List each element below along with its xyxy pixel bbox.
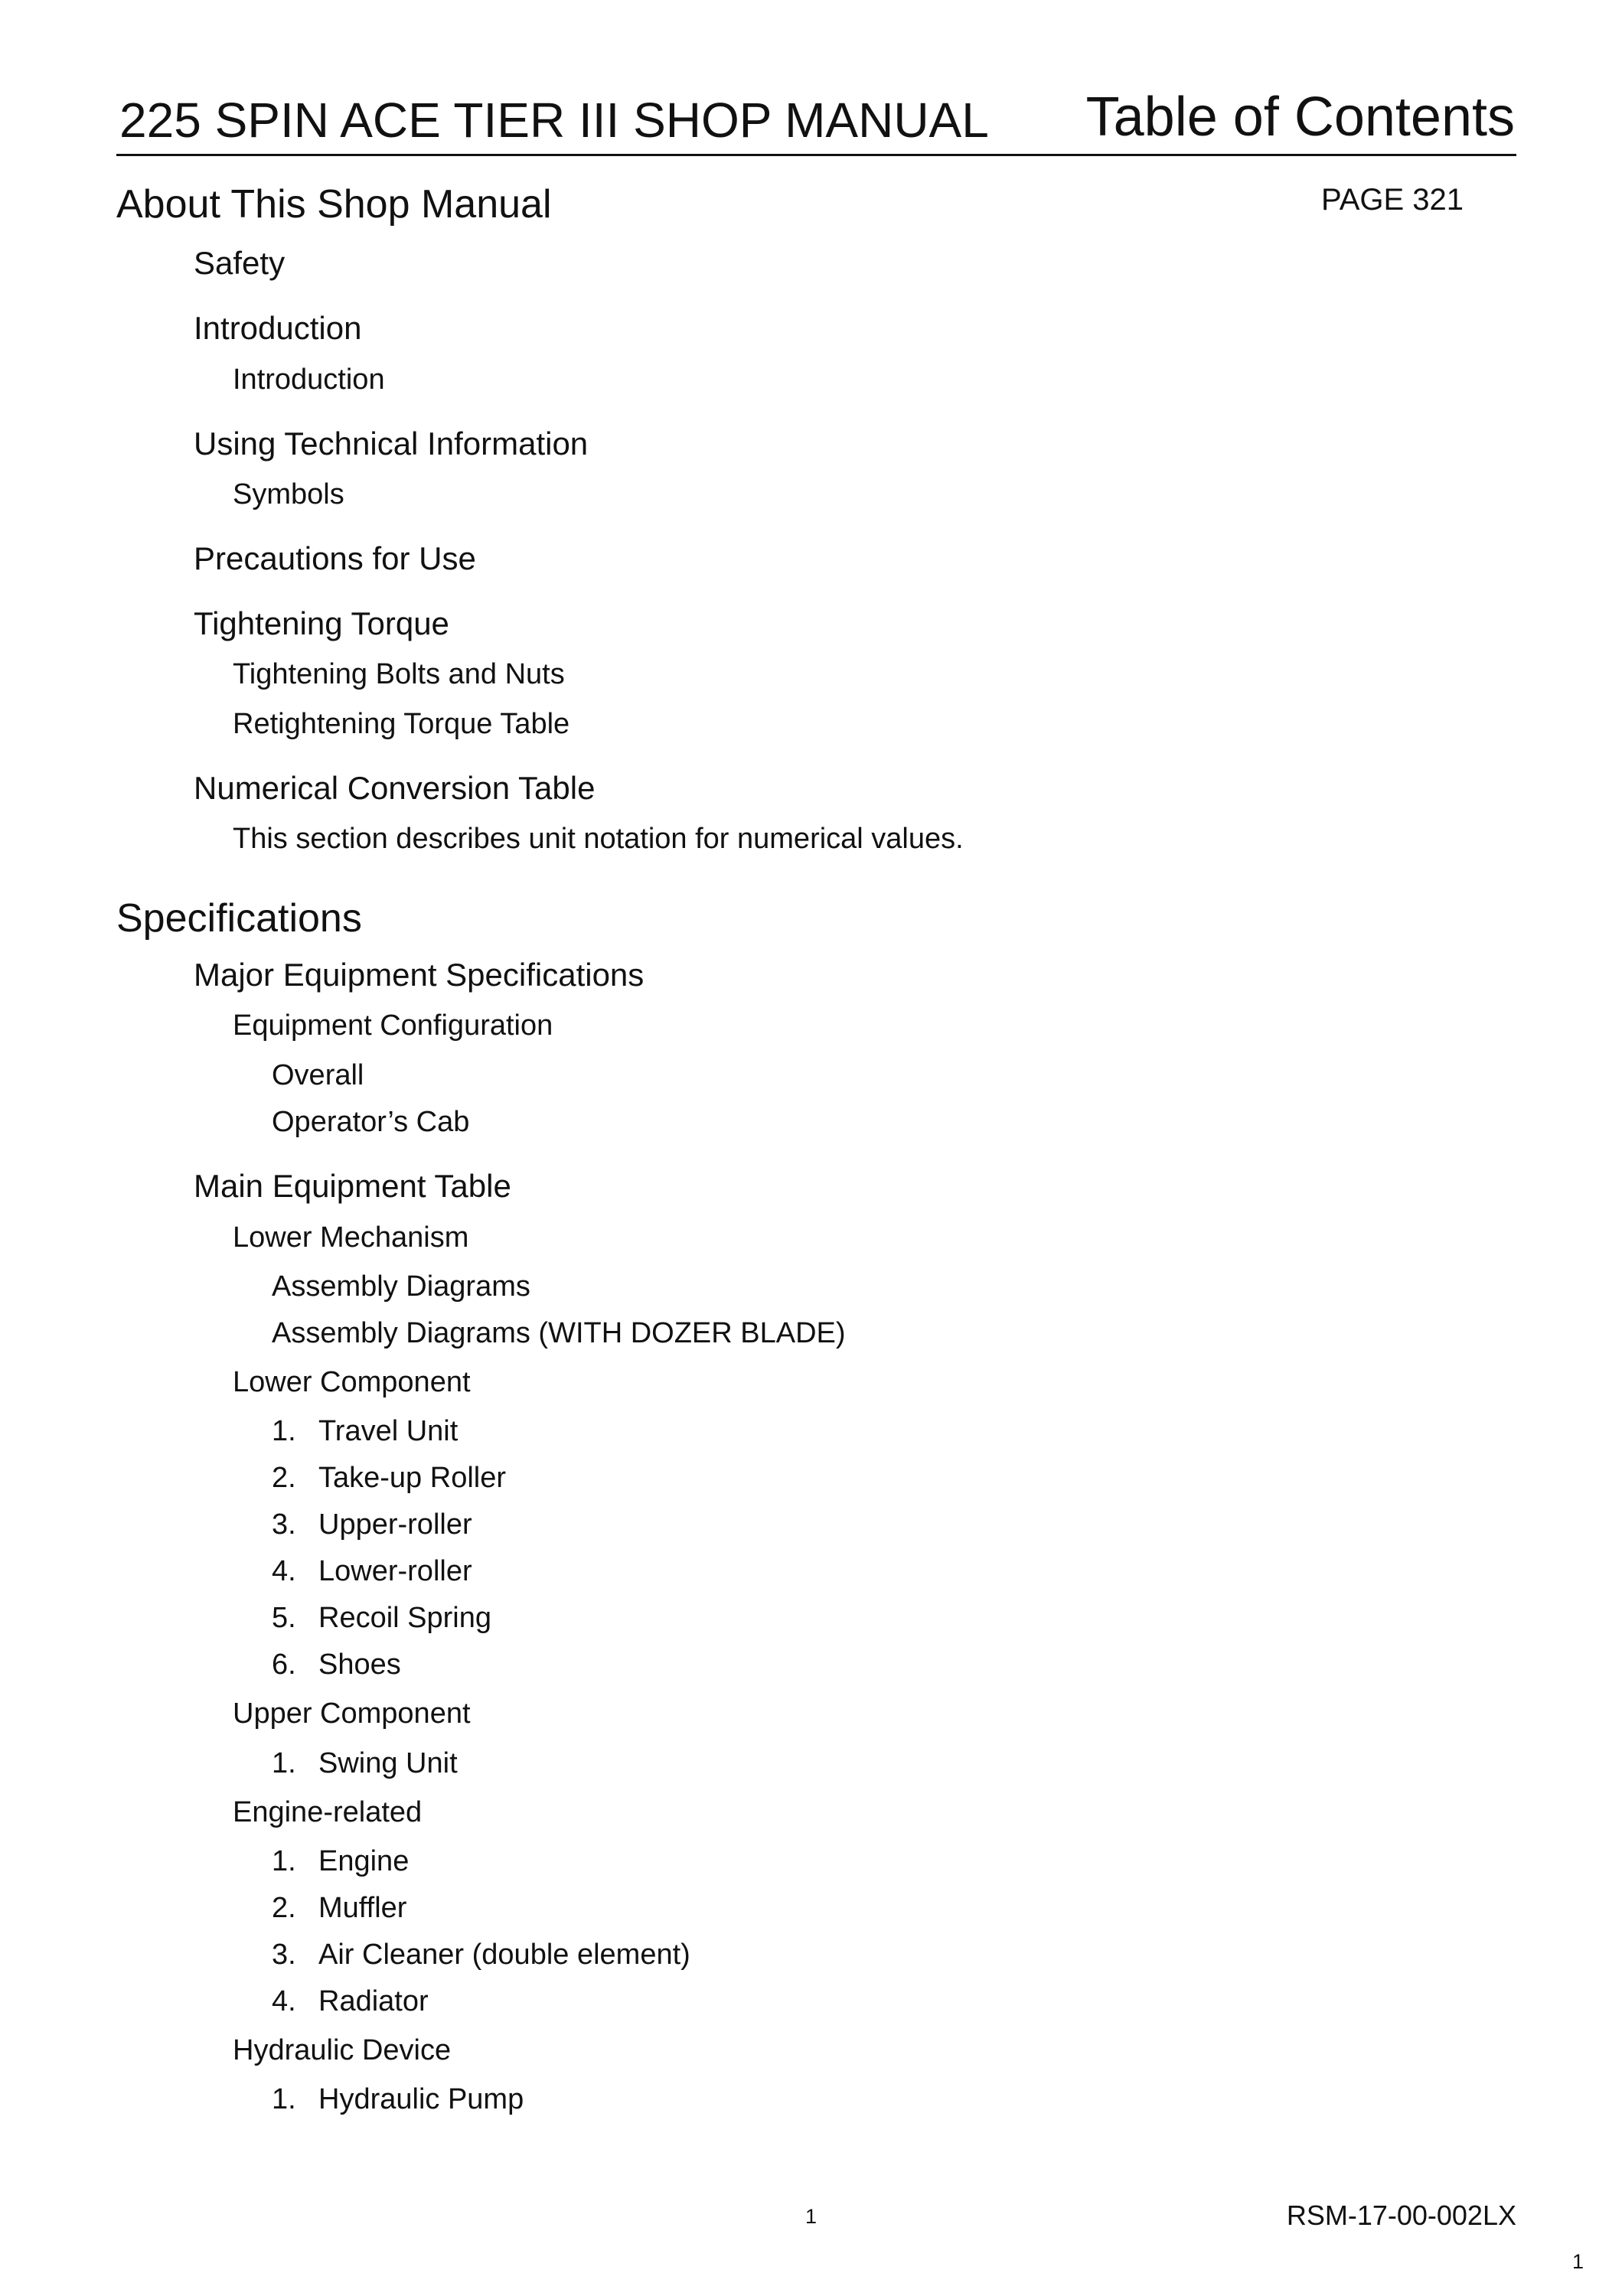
toc-subentry-symbols[interactable]: Symbols xyxy=(233,478,344,510)
item-number: 3. xyxy=(272,1508,296,1541)
toc-heading-specifications[interactable]: Specifications xyxy=(116,896,362,941)
toc-numbered-item[interactable] xyxy=(272,1463,506,1492)
toc-subentry-equipment-configuration[interactable]: Equipment Configuration xyxy=(233,1009,553,1042)
toc-numbered-item[interactable] xyxy=(272,2085,524,2114)
toc-subentry-introduction[interactable]: Introduction xyxy=(233,364,385,396)
toc-heading-about-manual[interactable]: About This Shop Manual xyxy=(116,182,552,227)
toc-numbered-item[interactable] xyxy=(272,1510,472,1539)
section-title: Table of Contents xyxy=(1085,86,1515,148)
item-label: Take-up Roller xyxy=(318,1462,506,1494)
toc-subentry-assembly-diagrams[interactable]: Assembly Diagrams xyxy=(272,1270,530,1303)
item-label: Muffler xyxy=(318,1892,407,1924)
corner-page-number: 1 xyxy=(1571,2250,1584,2273)
item-label: Recoil Spring xyxy=(318,1602,491,1634)
toc-entry-precautions-for-use[interactable]: Precautions for Use xyxy=(194,540,476,576)
toc-entry-numerical-conversion-table[interactable]: Numerical Conversion Table xyxy=(194,770,596,806)
toc-entry-major-equipment-specifications[interactable]: Major Equipment Specifications xyxy=(194,957,645,993)
toc-entry-safety[interactable]: Safety xyxy=(194,245,286,281)
item-number: 2. xyxy=(272,1892,296,1924)
toc-subentry-hydraulic-device[interactable]: Hydraulic Device xyxy=(233,2034,452,2066)
toc-numbered-item[interactable] xyxy=(272,1847,409,1876)
toc-subentry-upper-component[interactable]: Upper Component xyxy=(233,1698,471,1730)
toc-numbered-item[interactable] xyxy=(272,1749,458,1778)
item-number: 1. xyxy=(272,1747,296,1779)
toc-subentry-overall[interactable]: Overall xyxy=(272,1059,364,1091)
toc-entry-introduction[interactable]: Introduction xyxy=(194,310,362,346)
item-label: Engine xyxy=(318,1845,410,1877)
toc-entry-main-equipment-table[interactable]: Main Equipment Table xyxy=(194,1168,511,1204)
item-label: Lower-roller xyxy=(318,1555,472,1587)
item-label: Travel Unit xyxy=(318,1415,459,1447)
document-title: 225 SPIN ACE TIER III SHOP MANUAL xyxy=(119,93,989,148)
item-number: 1. xyxy=(272,1415,296,1447)
toc-numbered-item[interactable] xyxy=(272,1650,401,1679)
toc-numbered-item[interactable] xyxy=(272,1603,491,1632)
item-number: 4. xyxy=(272,1555,296,1587)
toc-entry-using-technical-information[interactable]: Using Technical Information xyxy=(194,426,589,461)
item-number: 1. xyxy=(272,1845,296,1877)
toc-numbered-item[interactable] xyxy=(272,1557,472,1586)
toc-numbered-item[interactable] xyxy=(272,1417,458,1446)
item-number: 4. xyxy=(272,1985,296,2017)
item-number: 3. xyxy=(272,1939,296,1971)
toc-subentry-lower-mechanism[interactable]: Lower Mechanism xyxy=(233,1221,469,1254)
item-number: 6. xyxy=(272,1649,296,1681)
item-number: 1. xyxy=(272,2083,296,2115)
toc-numbered-item[interactable] xyxy=(272,1940,690,1969)
item-number: 2. xyxy=(272,1462,296,1494)
item-label: Hydraulic Pump xyxy=(318,2083,524,2115)
toc-subentry-assembly-diagrams-dozer[interactable]: Assembly Diagrams (WITH DOZER BLADE) xyxy=(272,1317,846,1349)
toc-subentry-retightening-torque-table[interactable]: Retightening Torque Table xyxy=(233,708,570,740)
item-label: Air Cleaner (double element) xyxy=(318,1939,690,1971)
toc-subentry-lower-component[interactable]: Lower Component xyxy=(233,1366,471,1398)
item-number: 5. xyxy=(272,1602,296,1634)
page-number: 1 xyxy=(805,2205,818,2228)
item-label: Swing Unit xyxy=(318,1747,458,1779)
item-label: Upper-roller xyxy=(318,1508,472,1541)
toc-subentry-engine-related[interactable]: Engine-related xyxy=(233,1796,423,1828)
toc-subentry-operators-cab[interactable]: Operator’s Cab xyxy=(272,1106,470,1138)
toc-description-numerical-conversion: This section describes unit notation for numerical values. xyxy=(233,823,964,855)
toc-numbered-item[interactable] xyxy=(272,1893,406,1923)
document-code: RSM-17-00-002LX xyxy=(1286,2200,1516,2231)
toc-entry-tightening-torque[interactable]: Tightening Torque xyxy=(194,605,449,641)
item-label: Radiator xyxy=(318,1985,429,2017)
toc-numbered-item[interactable] xyxy=(272,1987,429,2016)
page-reference: PAGE 321 xyxy=(1321,183,1464,217)
toc-subentry-tightening-bolts-nuts[interactable]: Tightening Bolts and Nuts xyxy=(233,658,565,690)
item-label: Shoes xyxy=(318,1649,401,1681)
